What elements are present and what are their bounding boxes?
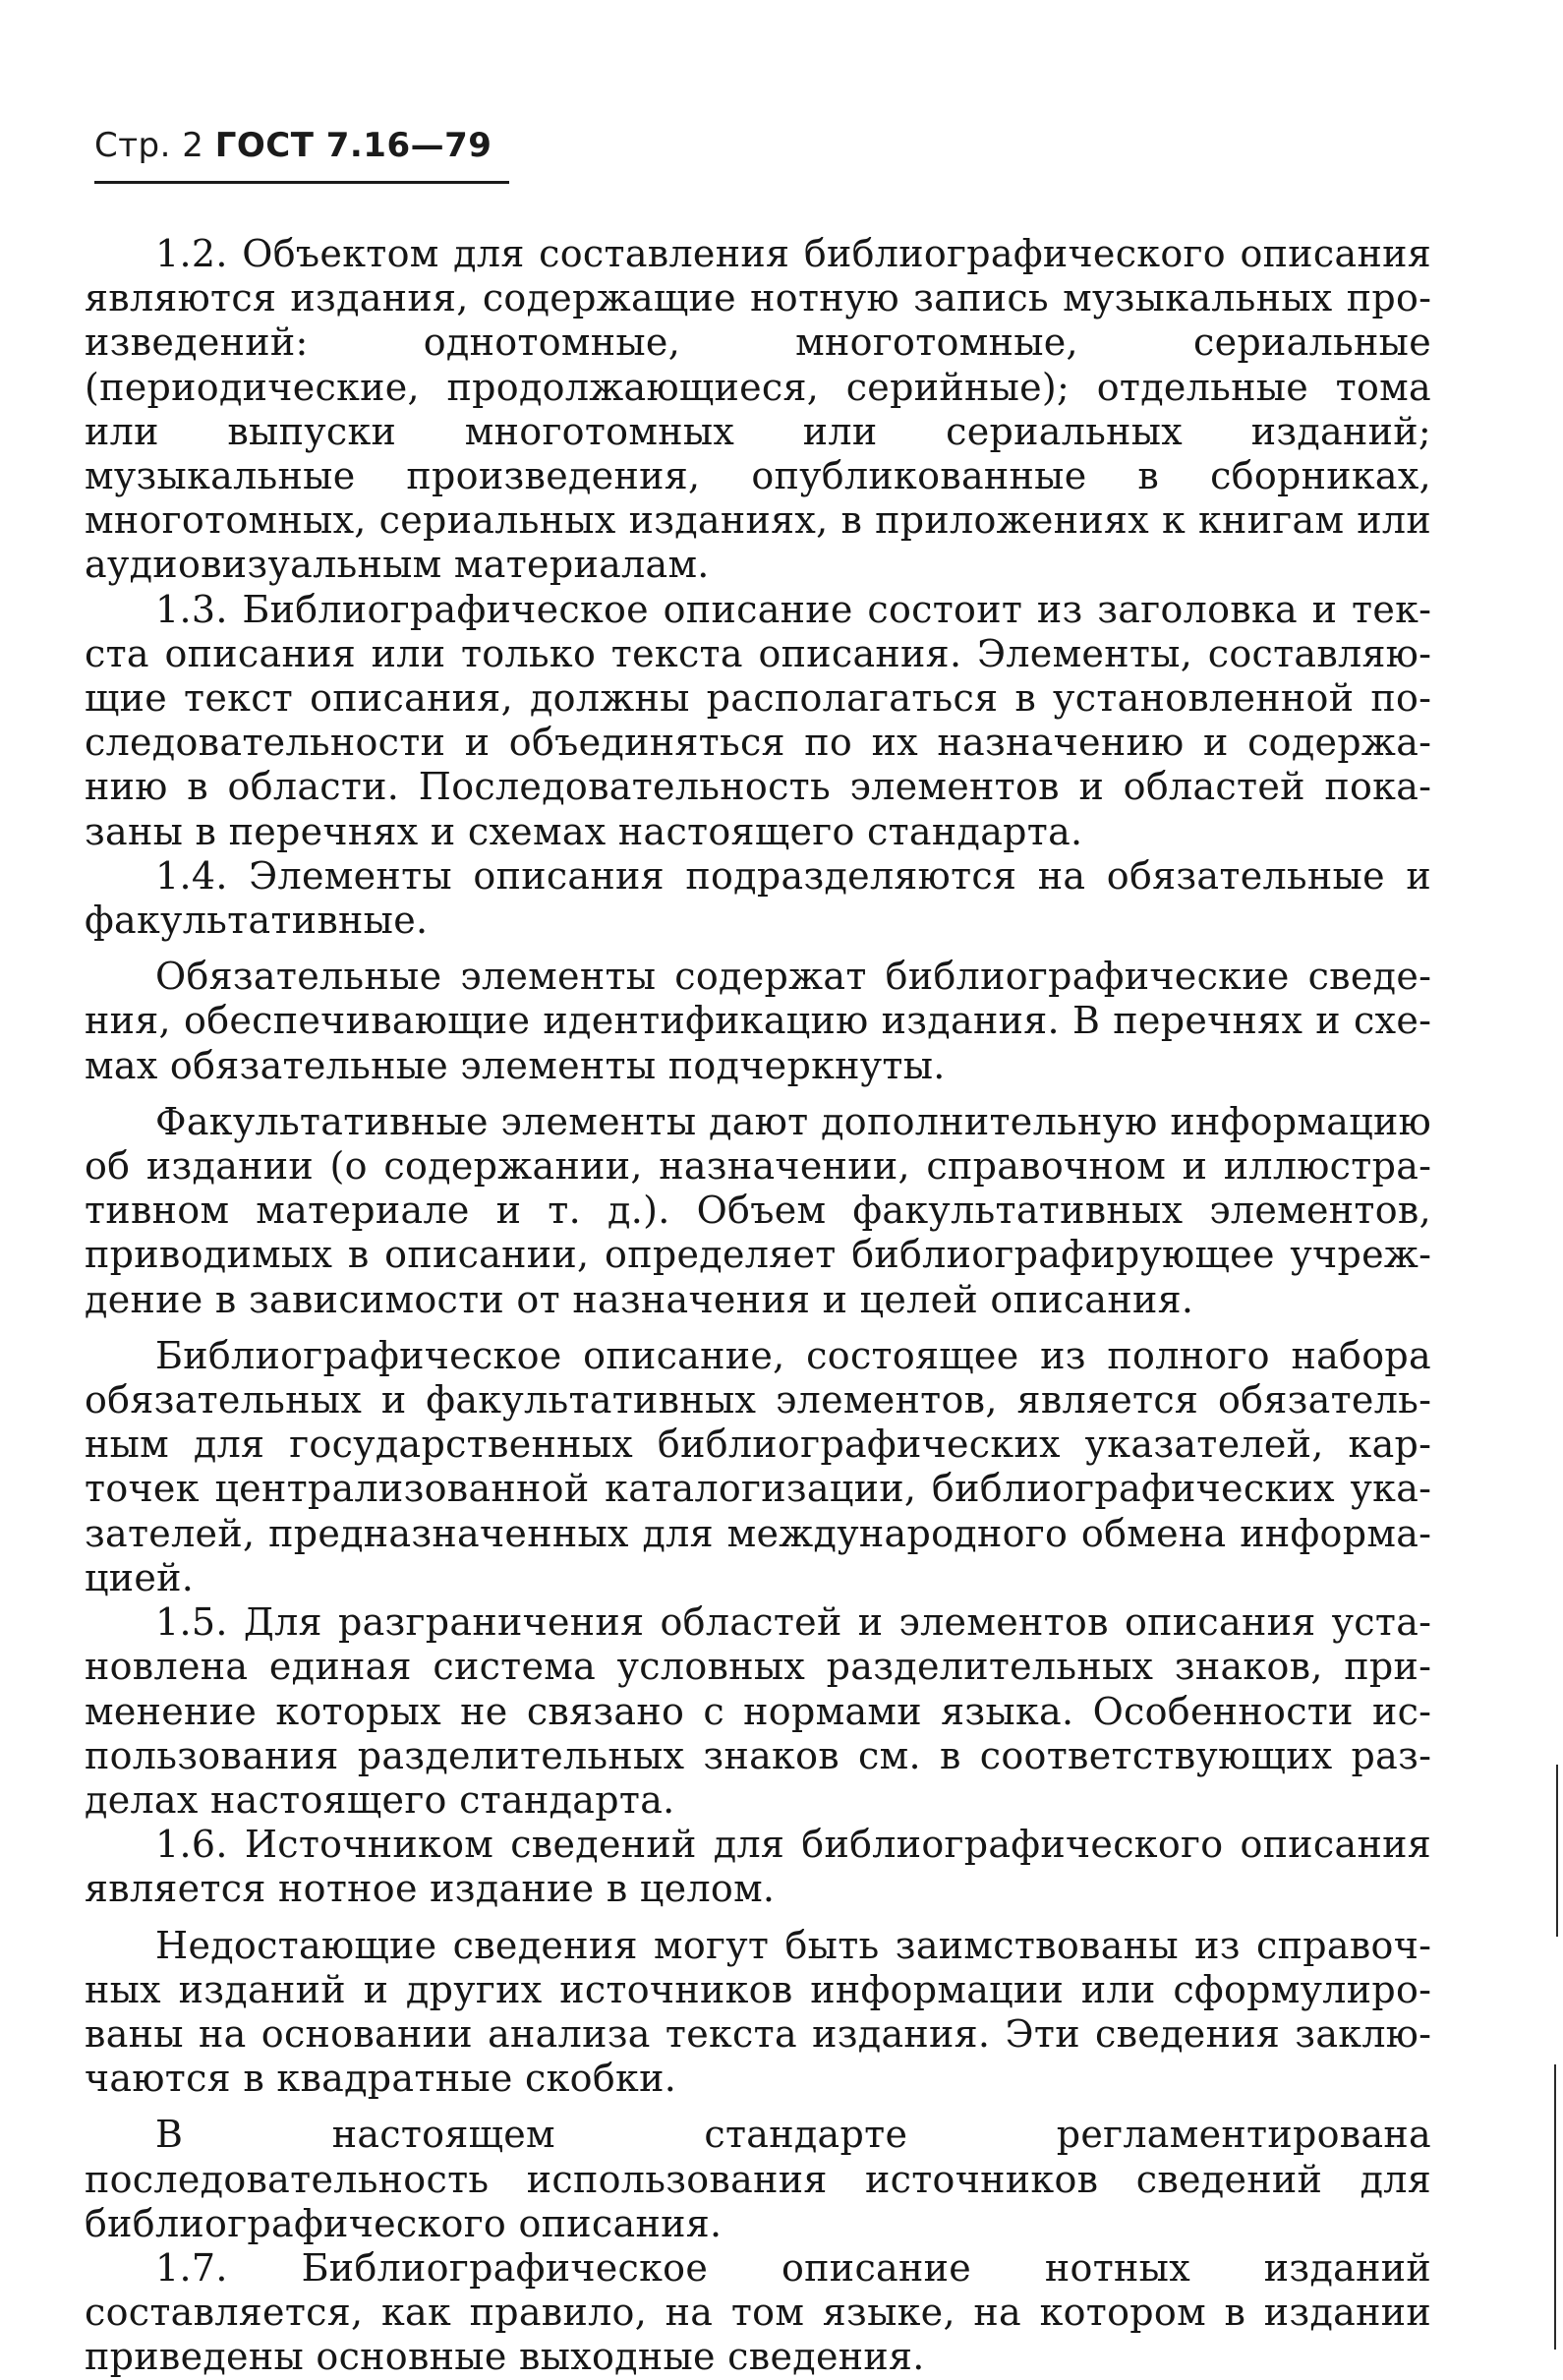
- scan-margin-line: [1556, 1765, 1558, 1937]
- paragraph-mandatory-elements: Обязательные элементы содержат библиографические сведения, обеспечивающие идентификацию издания. В перечнях и схемах обязательные элементы подчеркнуты.: [85, 955, 1431, 1087]
- document-body: [85, 232, 1431, 2380]
- scan-margin-line: [1554, 2064, 1556, 2350]
- paragraph-1-3: 1.3. Библиографическое описание состоит из заголовка и текста описания или только текста описания. Элементы, составляющие текст описания, должны располагаться в установленной последовательности и объединяться по их назначению и содержанию в области. Последовательность элементов и областей показаны в перечнях и схемах настоящего стандарта.: [85, 587, 1431, 853]
- paragraph-missing-data: Недостающие сведения могут быть заимствованы из справочных изданий и других источников информации или сформулированы на основании анализа текста издания. Эти сведения заключаются в квадратные скобки.: [85, 1923, 1431, 2101]
- paragraph-1-2: 1.2. Объектом для составления библиографического описания являются издания, содержащие нотную запись музыкальных произведений: однотомные, многотомные, сериальные (периодические, продолжающиеся, серийные); отдельные тома или выпуски многотомных или сериальных изданий; музыкальные произведения, опубликованные в сборниках, многотомных, сериальных изданиях, в приложениях к книгам или аудиовизуальным материалам.: [85, 232, 1431, 587]
- standard-code: ГОСТ 7.16—79: [214, 126, 492, 165]
- page-number: Стр. 2: [94, 126, 204, 165]
- paragraph-1-5: 1.5. Для разграничения областей и элементов описания установлена единая система условных разделительных знаков, применение которых не связано с нормами языка. Особенности использования разделительных знаков см. в соответствующих разделах настоящего стандарта.: [85, 1600, 1431, 1822]
- paragraph-1-6: 1.6. Источником сведений для библиографического описания является нотное издание в целом.: [85, 1823, 1431, 1911]
- paragraph-1-7: 1.7. Библиографическое описание нотных изданий составляется, как правило, на том языке, на котором в издании приведены основные выходные сведения.: [85, 2245, 1431, 2379]
- header-rule: [94, 181, 509, 184]
- paragraph-full-description: Библиографическое описание, состоящее из полного набора обязательных и факультативных элементов, является обязательным для государственных библиографических указателей, карточек централизованной каталогизации, библиографических указателей, предназначенных для международного обмена информацией.: [85, 1333, 1431, 1599]
- paragraph-1-4: 1.4. Элементы описания подразделяются на обязательные и факультативные.: [85, 853, 1431, 943]
- paragraph-optional-elements: Факультативные элементы дают дополнительную информацию об издании (о содержании, назначении, справочном и иллюстративном материале и т. д.). Объем факультативных элементов, приводимых в описании, определяет библиографирующее учреждение в зависимости от назначения и целей описания.: [85, 1099, 1431, 1321]
- paragraph-sources-order: В настоящем стандарте регламентирована последовательность использования источников сведений для библиографического описания.: [85, 2113, 1431, 2245]
- page-header: [94, 126, 492, 165]
